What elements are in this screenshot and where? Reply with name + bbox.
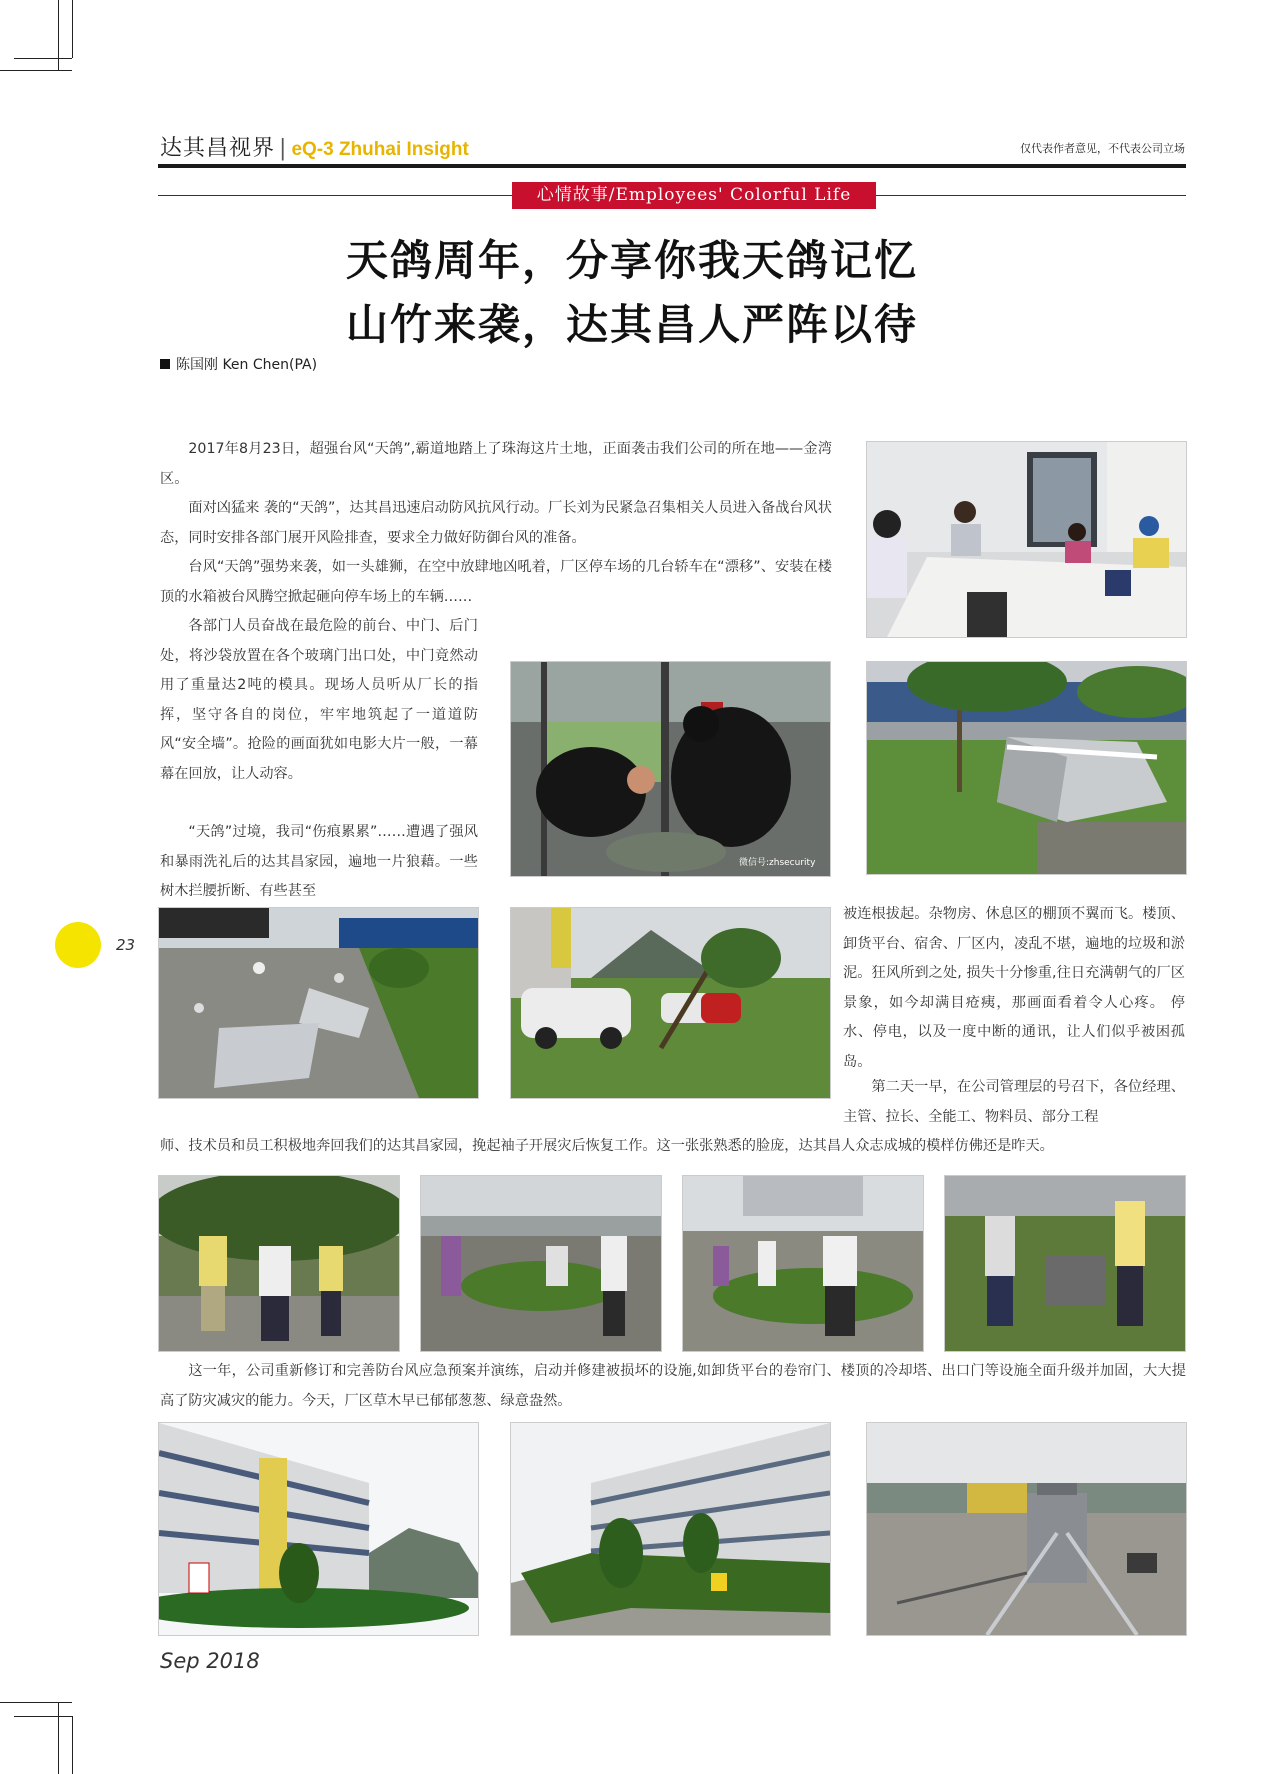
crop-mark — [0, 70, 72, 71]
watermark-text: 微信号:zhsecurity — [739, 858, 816, 868]
paragraph-3: 台风“天鸽”强势来袭，如一头雄狮，在空中放肆地凶吼着，厂区停车场的几台轿车在“漂移”、安装在楼顶的水箱被台风腾空掀起砸向停车场上的车辆…… — [160, 559, 832, 605]
photo-sandbags-door — [510, 661, 831, 877]
paragraph-7a: 第二天一早，在公司管理层的号召下，各位经理、主管、拉长、全能工、物料员、部分工程 — [843, 1079, 1185, 1125]
paragraph-6: 被连根拔起。杂物房、休息区的棚顶不翼而飞。楼顶、卸货平台、宿舍、厂区内，凌乱不堪，遍地的垃圾和淤泥。狂风所到之处, 损失十分惨重,往日充满朝气的厂区景象，如今却满目疮痍，那画面看着令人心疼。 停水、停电，以及一度中断的通讯，让人们似乎被困孤岛。 — [843, 906, 1185, 1070]
crop-mark — [14, 1716, 72, 1717]
photo-building-center — [510, 1422, 831, 1636]
author-byline — [160, 354, 317, 374]
photo-cooling-tower — [866, 1422, 1187, 1636]
article-title-line-2: 山竹来袭，达其昌人严阵以待 — [345, 300, 918, 349]
paragraph-4: 各部门人员奋战在最危险的前台、中门、后门处，将沙袋放置在各个玻璃门出口处，中门竟然动用了重量达2吨的模具。现场人员听从厂长的指挥，坚守各自的岗位，牢牢地筑起了一道道防风“安全墙”。抢险的画面犹如电影大片一般，一幕幕在回放，让人动容。 — [160, 618, 478, 782]
paragraph-8: 这一年，公司重新修订和完善防台风应急预案并演练，启动并修建被损坏的设施,如卸货平台的卷帘门、楼顶的冷却塔、出口门等设施全面升级并加固，大大提高了防灾减灾的能力。今天，厂区草木早已郁郁葱葱、绿意盎然。 — [160, 1363, 1186, 1409]
photo-cars-fallen-trees — [510, 907, 831, 1099]
photo-recovery-2 — [420, 1175, 662, 1352]
article-title-line-1: 天鸽周年，分享你我天鸽记忆 — [345, 236, 918, 285]
crop-mark — [72, 1716, 73, 1774]
byline-square-icon — [160, 359, 170, 369]
header-separator: | — [279, 136, 288, 161]
photo-recovery-4 — [944, 1175, 1186, 1352]
section-tag: 心情故事/Employees' Colorful Life — [512, 182, 876, 209]
paragraph-1: 2017年8月23日，超强台风“天鸽”,霸道地踏上了珠海这片土地，正面袭击我们公司的所在地——金湾区。 — [160, 441, 832, 487]
paragraph-2: 面对凶猛来 袭的“天鸽”，达其昌迅速启动防风抗风行动。厂长刘为民紧急召集相关人员进入备战台风状态，同时安排各部门展开风险排查，要求全力做好防御台风的准备。 — [160, 500, 832, 546]
paragraph-5: “天鸽”过境，我司“伤痕累累”……遭遇了强风和暴雨洗礼后的达其昌家园，遍地一片狼藉。一些树木拦腰折断、有些甚至 — [160, 824, 478, 899]
crop-mark — [72, 0, 73, 58]
photo-debris-road — [158, 907, 479, 1099]
photo-recovery-3 — [682, 1175, 924, 1352]
paragraph-7b: 师、技术员和员工积极地奔回我们的达其昌家园，挽起袖子开展灾后恢复工作。这一张张熟悉的脸庞，达其昌人众志成城的模样仿佛还是昨天。 — [160, 1138, 1054, 1154]
column-name: 达其昌视界 — [160, 136, 276, 161]
crop-mark — [0, 1702, 72, 1703]
disclaimer: 仅代表作者意见，不代表公司立场 — [1020, 142, 1185, 155]
crop-mark — [14, 58, 72, 59]
crop-mark — [58, 0, 59, 70]
photo-building-left — [158, 1422, 479, 1636]
photo-recovery-1 — [158, 1175, 400, 1352]
photo-fallen-water-tank — [866, 661, 1187, 875]
author-name: 陈国刚 Ken Chen(PA) — [176, 357, 318, 373]
column-header — [160, 131, 469, 162]
header-rule — [158, 164, 1186, 168]
page-number-dot — [55, 922, 101, 968]
photo-meeting-room — [866, 441, 1187, 638]
column-name-en: eQ-3 Zhuhai Insight — [291, 139, 469, 160]
page-number: 23 — [116, 936, 136, 954]
crop-mark — [58, 1702, 59, 1774]
issue-date: Sep 2018 — [160, 1649, 260, 1673]
